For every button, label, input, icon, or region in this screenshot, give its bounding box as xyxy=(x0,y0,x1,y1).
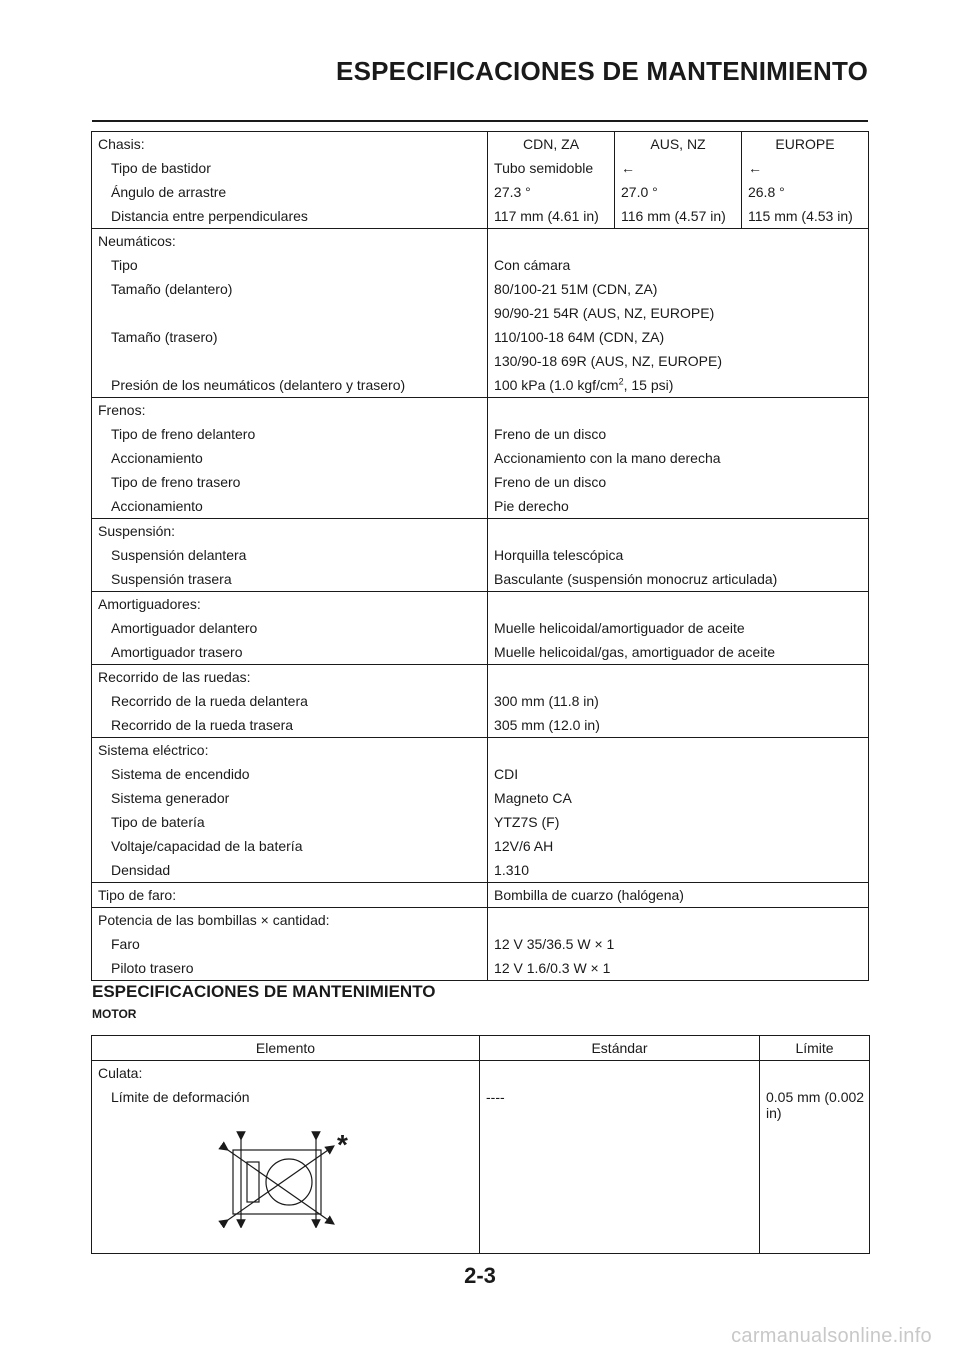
column-header: EUROPE xyxy=(775,136,835,152)
table-row xyxy=(92,229,869,254)
cell-value: Con cámara xyxy=(494,257,571,273)
row-label: Densidad xyxy=(92,858,488,883)
table-row xyxy=(92,253,869,277)
table-header-row xyxy=(92,1036,870,1061)
table-row xyxy=(92,543,869,567)
row-label: Tipo de batería xyxy=(92,810,488,834)
cell-value: Pie derecho xyxy=(494,498,569,514)
column-header: Estándar xyxy=(480,1036,760,1061)
table-row xyxy=(92,180,869,204)
row-label: Tipo de freno delantero xyxy=(92,422,488,446)
table-row xyxy=(92,1121,870,1253)
row-label: Tipo de freno trasero xyxy=(92,470,488,494)
cell-value: 130/90-18 69R (AUS, NZ, EUROPE) xyxy=(494,353,723,369)
group-label: Culata: xyxy=(92,1061,480,1086)
row-label: Suspensión trasera xyxy=(92,567,488,592)
page-number: 2-3 xyxy=(464,1263,496,1288)
cylinder-head-warpage-diagram xyxy=(211,1128,351,1228)
table-row xyxy=(92,301,869,325)
row-label: Tipo de bastidor xyxy=(92,156,488,180)
row-label: Voltaje/capacidad de la batería xyxy=(92,834,488,858)
cell-value: Freno de un disco xyxy=(494,474,607,490)
brakes-label: Frenos: xyxy=(92,398,488,423)
headlight-label: Tipo de faro: xyxy=(92,883,488,908)
cell-value: CDI xyxy=(494,766,519,782)
cell-value: 12 V 1.6/0.3 W × 1 xyxy=(494,960,611,976)
table-row xyxy=(92,665,869,690)
row-label: Amortiguador delantero xyxy=(92,616,488,640)
cell-value: 117 mm (4.61 in) xyxy=(488,204,615,229)
table-row xyxy=(92,398,869,423)
table-row xyxy=(92,325,869,349)
table-row xyxy=(92,640,869,665)
cell-value: 80/100-21 51M (CDN, ZA) xyxy=(494,281,658,297)
table-row xyxy=(92,422,869,446)
row-label: Faro xyxy=(92,932,488,956)
pressure-value-b: , 15 psi) xyxy=(623,377,674,393)
pressure-value-a: 100 kPa (1.0 kgf/cm xyxy=(494,377,619,393)
row-label: Recorrido de la rueda trasera xyxy=(92,713,488,738)
cell-value: Basculante (suspensión monocruz articulada) xyxy=(494,571,778,587)
table-row xyxy=(92,883,869,908)
row-label: Accionamiento xyxy=(92,494,488,519)
row-label: Tamaño (delantero) xyxy=(92,277,488,301)
cell-value: 12V/6 AH xyxy=(494,838,554,854)
cell-value: 305 mm (12.0 in) xyxy=(494,717,600,733)
cell-value: Magneto CA xyxy=(494,790,572,806)
cell-value: ← xyxy=(615,156,742,180)
row-label: Recorrido de la rueda delantera xyxy=(92,689,488,713)
cell-value: ← xyxy=(747,160,762,176)
title-rule xyxy=(92,120,868,122)
pressure-superscript: 2 xyxy=(618,376,624,387)
table-row xyxy=(92,494,869,519)
cell-value: 116 mm (4.57 in) xyxy=(615,204,742,229)
row-label: Amortiguador trasero xyxy=(92,640,488,665)
row-label: Tipo xyxy=(92,253,488,277)
watermark: carmanualsonline.info xyxy=(731,1325,932,1347)
row-label: Tamaño (trasero) xyxy=(92,325,488,349)
table-row xyxy=(92,616,869,640)
column-header: AUS, NZ xyxy=(615,132,742,157)
table-row xyxy=(92,956,869,981)
cell-value: 1.310 xyxy=(494,862,530,878)
cell-value: 27.3 ° xyxy=(488,180,615,204)
table-row xyxy=(92,786,869,810)
table-row xyxy=(92,762,869,786)
cell-value: 300 mm (11.8 in) xyxy=(494,693,599,709)
cell-value: 0.05 mm (0.002 in) xyxy=(766,1089,865,1121)
table-row xyxy=(92,204,869,229)
chassis-spec-table xyxy=(91,131,869,981)
row-label: Ángulo de arrastre xyxy=(92,180,488,204)
tires-label: Neumáticos: xyxy=(92,229,488,254)
table-row xyxy=(92,519,869,544)
cell-value: Muelle helicoidal/gas, amortiguador de aceite xyxy=(494,644,775,660)
cell-value xyxy=(488,373,869,398)
cell-value: Bombilla de cuarzo (halógena) xyxy=(488,883,869,908)
row-label: Sistema generador xyxy=(92,786,488,810)
table-row xyxy=(92,738,869,763)
cell-value: ---- xyxy=(480,1085,760,1121)
head-outline xyxy=(233,1150,321,1214)
table-row xyxy=(92,277,869,301)
cell-value: Freno de un disco xyxy=(494,426,607,442)
table-row xyxy=(92,834,869,858)
row-label: Accionamiento xyxy=(92,446,488,470)
table-row xyxy=(92,446,869,470)
cell-value: 110/100-18 64M (CDN, ZA) xyxy=(494,329,665,345)
row-label: Distancia entre perpendiculares xyxy=(92,204,488,229)
table-row xyxy=(92,689,869,713)
table-row xyxy=(92,810,869,834)
suspension-label: Suspensión: xyxy=(92,519,488,544)
cell-value: Accionamiento con la mano derecha xyxy=(494,450,721,466)
table-row xyxy=(92,713,869,738)
table-row xyxy=(92,470,869,494)
table-row xyxy=(92,349,869,373)
table-row xyxy=(92,858,869,883)
cell-value: 90/90-21 54R (AUS, NZ, EUROPE) xyxy=(494,305,715,321)
section-title: ESPECIFICACIONES DE MANTENIMIENTO xyxy=(92,982,436,1001)
table-row xyxy=(92,567,869,592)
table-row xyxy=(92,132,869,157)
table-row xyxy=(92,373,869,398)
row-label: Suspensión delantera xyxy=(92,543,488,567)
table-row xyxy=(92,1061,870,1086)
row-label: Presión de los neumáticos (delantero y trasero) xyxy=(92,373,488,398)
section-subtitle: MOTOR xyxy=(92,1007,137,1021)
cell-value: Muelle helicoidal/amortiguador de aceite xyxy=(494,620,745,636)
shocks-label: Amortiguadores: xyxy=(92,592,488,617)
cell-value: Tubo semidoble xyxy=(488,156,615,180)
table-row xyxy=(92,1085,870,1121)
chassis-label: Chasis: xyxy=(92,132,488,157)
cell-value: 27.0 ° xyxy=(615,180,742,204)
cell-value: 26.8 ° xyxy=(747,184,785,200)
cell-value: Horquilla telescópica xyxy=(494,547,624,563)
row-label: Límite de deformación xyxy=(92,1085,480,1121)
column-header: Límite xyxy=(760,1036,870,1061)
wheel-travel-label: Recorrido de las ruedas: xyxy=(92,665,488,690)
row-label: Piloto trasero xyxy=(92,956,488,981)
cell-value: YTZ7S (F) xyxy=(494,814,560,830)
column-header: CDN, ZA xyxy=(488,132,615,157)
asterisk-mark: * xyxy=(337,1129,348,1160)
table-row xyxy=(92,592,869,617)
cell-value: 115 mm (4.53 in) xyxy=(747,208,853,224)
page-title: ESPECIFICACIONES DE MANTENIMIENTO xyxy=(336,56,868,86)
row-label: Sistema de encendido xyxy=(92,762,488,786)
engine-spec-table xyxy=(91,1035,870,1254)
electrical-label: Sistema eléctrico: xyxy=(92,738,488,763)
table-row xyxy=(92,932,869,956)
table-row xyxy=(92,156,869,180)
table-row xyxy=(92,908,869,933)
bulbs-label: Potencia de las bombillas × cantidad: xyxy=(92,908,488,933)
column-header: Elemento xyxy=(92,1036,480,1061)
cell-value: 12 V 35/36.5 W × 1 xyxy=(494,936,615,952)
